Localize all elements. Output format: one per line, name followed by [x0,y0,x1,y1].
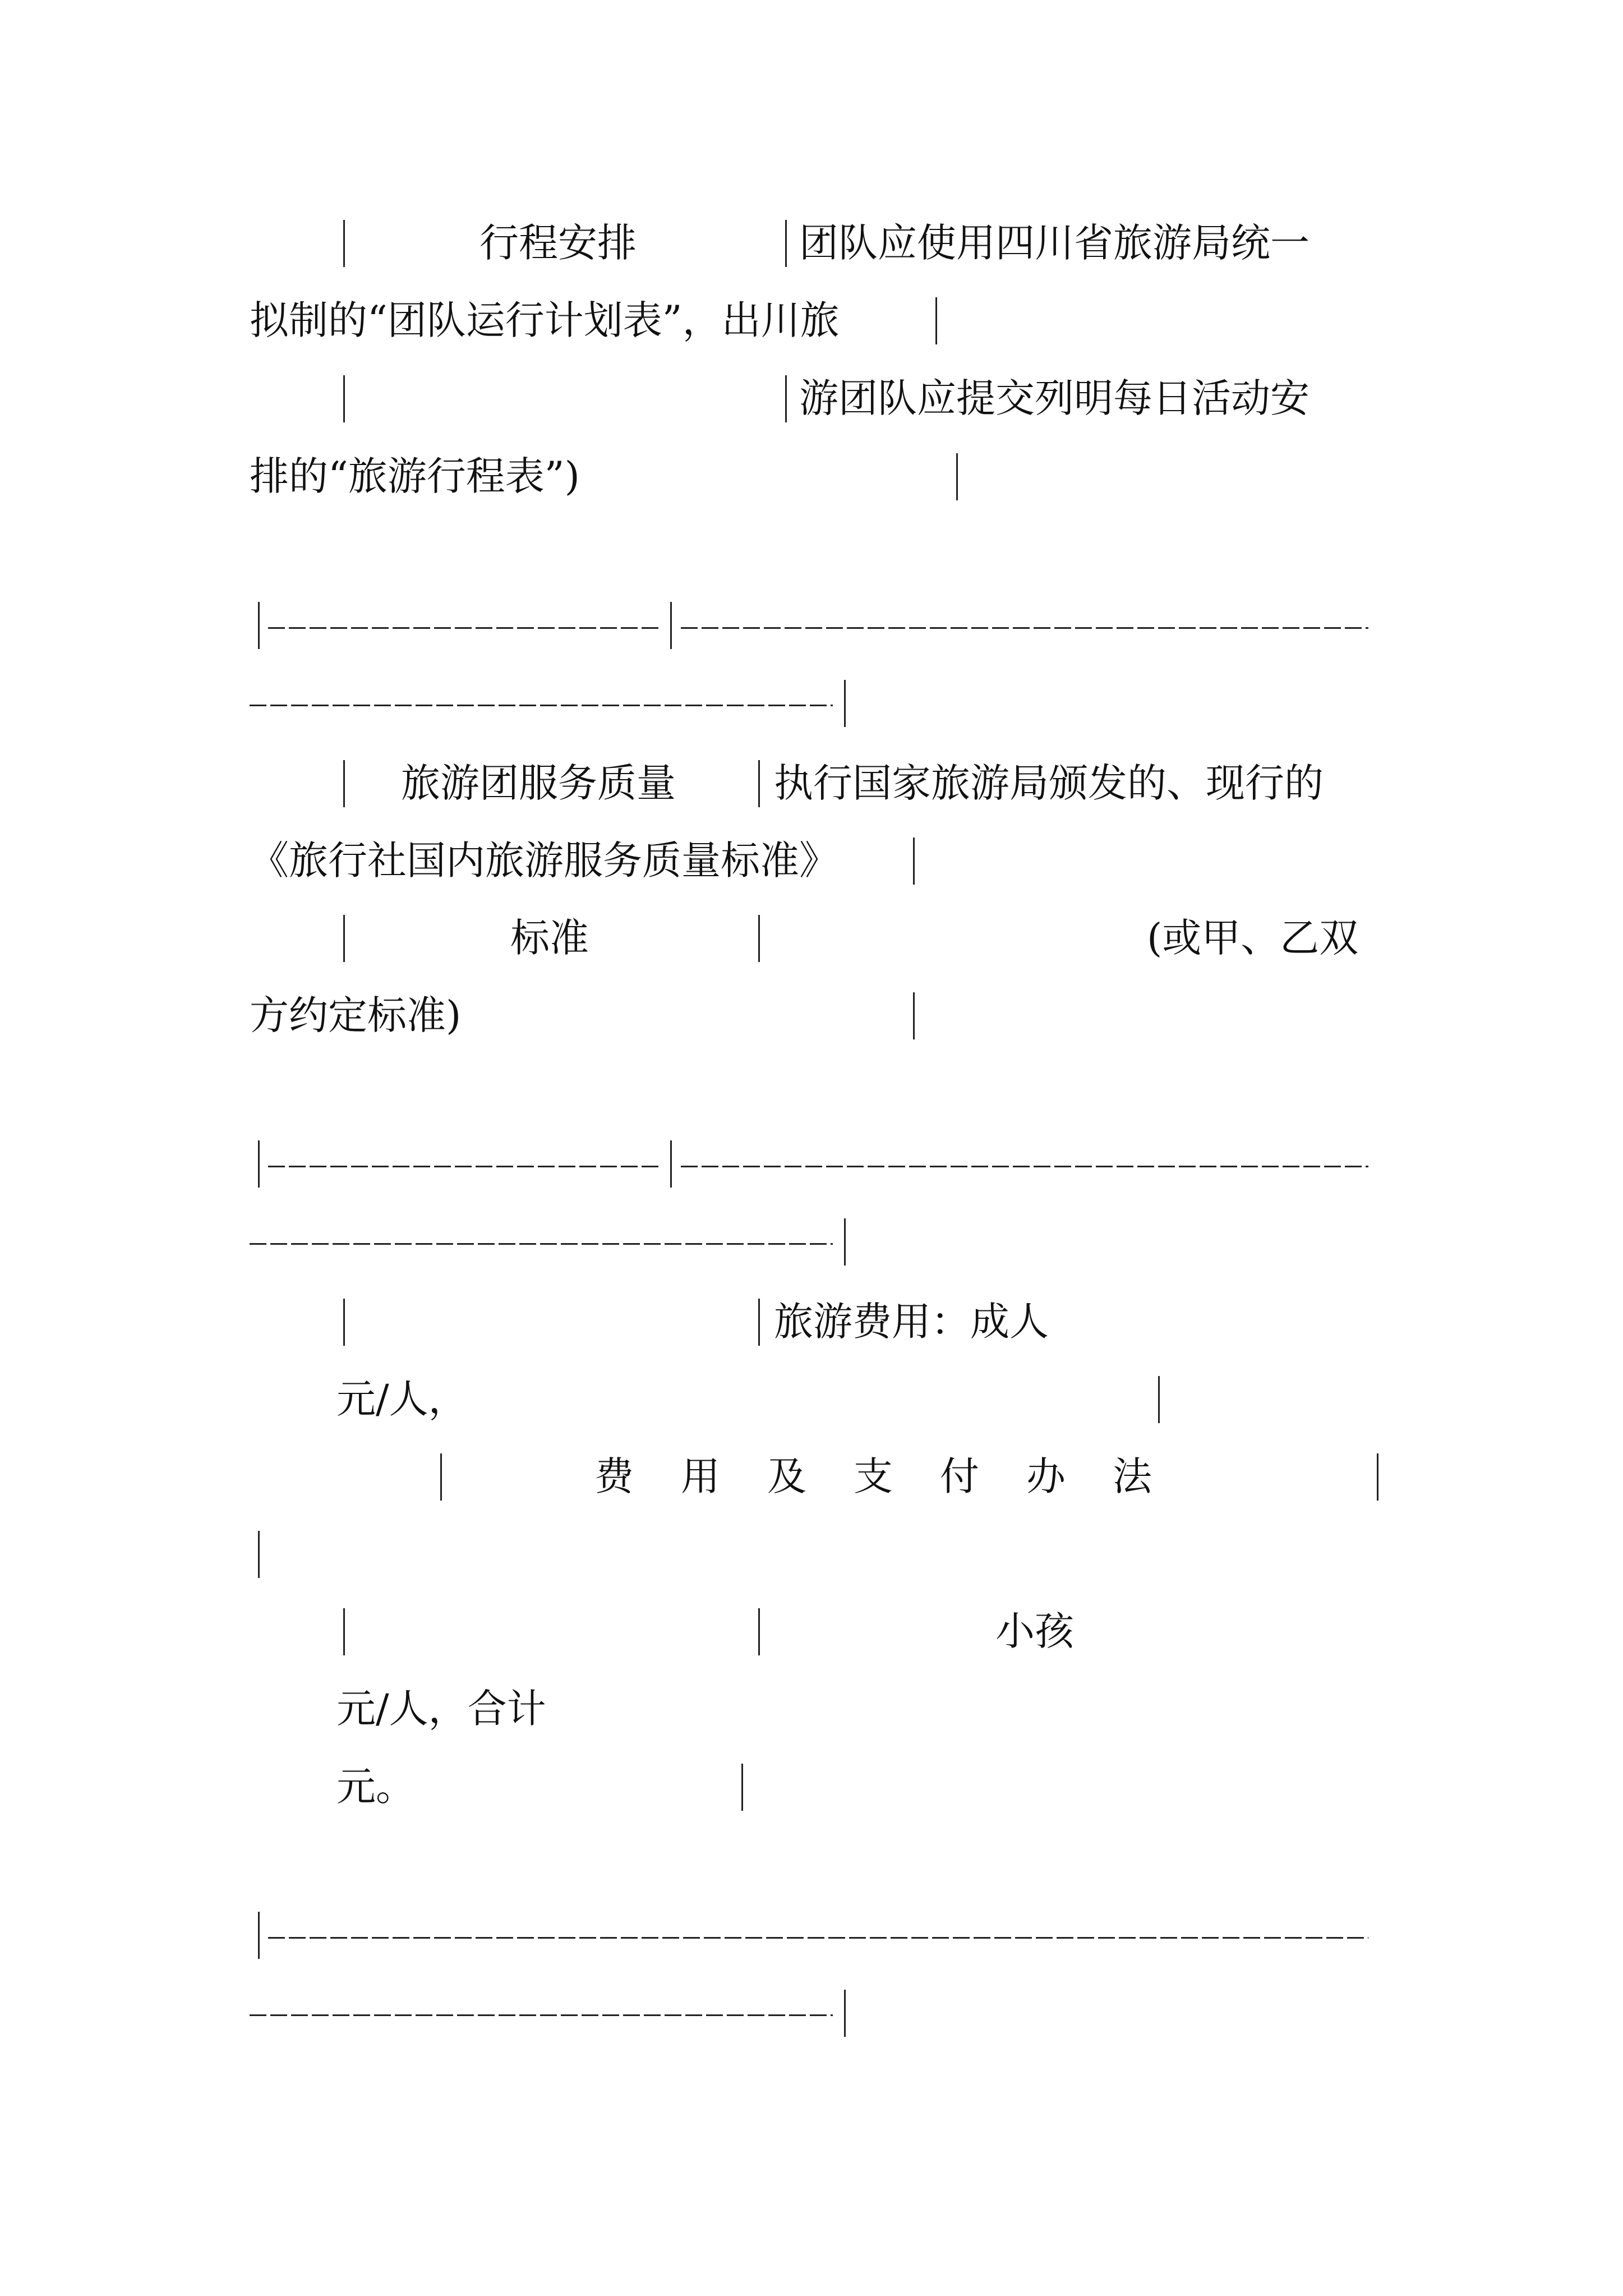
fees-text-line1: 旅游费用：成人 [774,1299,1049,1345]
fees-text-line3: 小孩 [995,1608,1074,1654]
table-border [258,1140,260,1188]
table-separator [250,705,833,706]
table-separator [268,627,661,629]
table-border [258,602,260,649]
table-separator [250,2014,833,2016]
itinerary-text-line4: 排的“旅游行程表”) [250,453,580,499]
quality-label-line1: 旅游团服务质量 [401,760,676,806]
table-separator [250,1243,833,1245]
table-border [670,602,672,649]
table-border [670,1140,672,1188]
table-border [440,1453,442,1501]
table-border [935,297,937,344]
fees-text-line5: 元。 [336,1764,415,1810]
itinerary-text-line2: 拟制的“团队运行计划表”，出川旅 [250,297,840,343]
fees-text-line4: 元/人，合计 [336,1686,546,1732]
table-border [1377,1453,1378,1501]
quality-text-line4: 方约定标准) [250,992,462,1038]
quality-text-line2: 《旅行社国内旅游服务质量标准》 [250,838,838,884]
quality-text-line1: 执行国家旅游局颁发的、现行的 [774,760,1324,806]
table-border [343,375,345,422]
table-border [758,1608,760,1655]
table-border [758,1299,760,1346]
table-border [913,838,915,885]
table-border [258,1531,260,1578]
fees-text-line2: 元/人， [336,1376,468,1422]
fees-label: 费用及支付办法 [594,1453,1199,1499]
table-border [844,680,846,727]
table-border [343,915,345,962]
table-border [785,375,787,422]
table-border [1158,1376,1160,1423]
table-border [844,1218,846,1266]
table-border [758,915,760,962]
table-border [343,220,345,267]
table-border [343,1608,345,1655]
table-border [741,1764,743,1811]
itinerary-label: 行程安排 [479,220,637,266]
table-border [913,992,915,1039]
quality-label-line2: 标准 [510,915,589,961]
table-separator [268,1166,661,1167]
table-border [343,760,345,807]
table-separator [268,1937,1368,1939]
itinerary-text-line1: 团队应使用四川省旅游局统一 [799,220,1310,266]
table-border [343,1299,345,1346]
table-border [758,760,760,807]
table-border [956,453,958,500]
table-separator [681,1166,1368,1167]
itinerary-text-line3: 游团队应提交列明每日活动安 [799,375,1310,421]
table-separator [681,627,1368,629]
table-border [844,1990,846,2037]
table-border [258,1912,260,1959]
quality-text-line3: (或甲、乙双 [1147,915,1359,961]
table-border [785,220,787,267]
